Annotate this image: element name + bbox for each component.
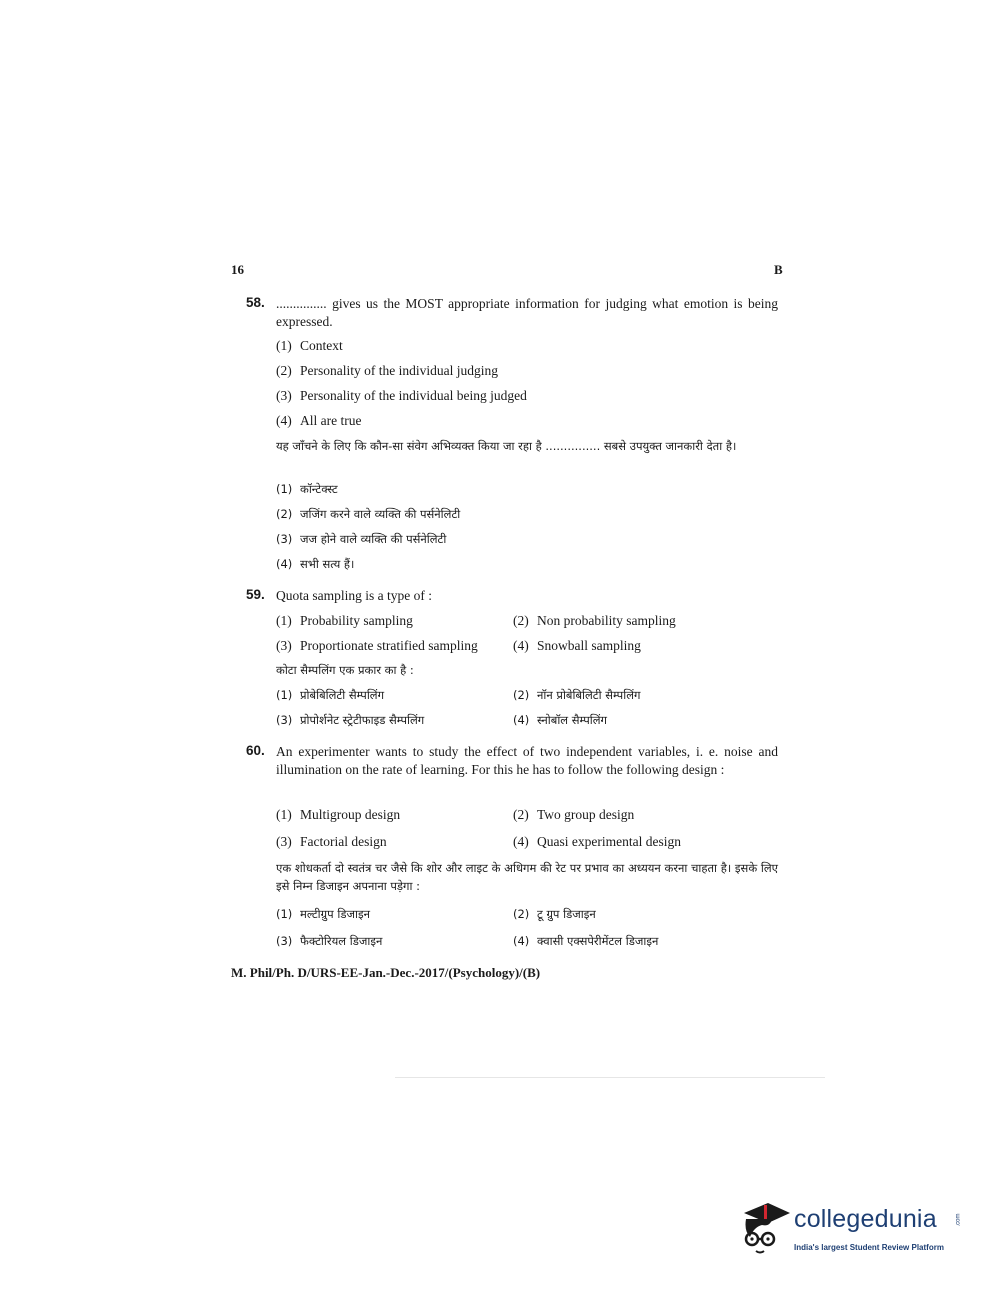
option-2-hindi: (2) जजिंग करने वाले व्यक्ति की पर्सनेलिटी <box>276 507 461 521</box>
collegedunia-logo <box>738 1197 968 1267</box>
option-2: (2) Two group design <box>513 807 635 822</box>
option-3-hindi: (3) फैक्टोरियल डिजाइन <box>276 934 383 948</box>
brand-name: collegedunia <box>794 1205 937 1233</box>
option-4: (4) All are true <box>276 413 362 428</box>
exam-footer-code: M. Phil/Ph. D/URS-EE-Jan.-Dec.-2017/(Psychology)/(B) <box>231 965 541 980</box>
option-1: (1) Context <box>276 338 343 353</box>
question-text-hindi: कोटा सैम्पलिंग एक प्रकार का है : <box>276 663 414 677</box>
question-number: 59. <box>246 587 265 602</box>
set-code: B <box>774 262 783 277</box>
option-2-hindi: (2) टू ग्रुप डिजाइन <box>513 907 596 921</box>
question-text: An experimenter wants to study the effect of two independent variables, i. e. noise and illumination on the rate of learning. For this he has to follow the following design : <box>276 744 778 777</box>
brand-com: .com <box>955 1213 962 1227</box>
question-text: Quota sampling is a type of : <box>276 588 432 603</box>
option-4-hindi: (4) सभी सत्य हैं। <box>276 557 355 571</box>
option-4: (4) Quasi experimental design <box>513 834 681 849</box>
faint-rule <box>395 1077 825 1078</box>
option-3: (3) Personality of the individual being judged <box>276 388 527 403</box>
question-text-hindi: एक शोधकर्ता दो स्वतंत्र चर जैसे कि शोर और लाइट के अधिगम की रेट पर प्रभाव का अध्ययन करना चाहता है। इसके लिए इसे निम्न डिजाइन अपनाना पड़ेगा : <box>276 861 778 893</box>
question-number: 58. <box>246 295 265 310</box>
option-1-hindi: (1) मल्टीग्रुप डिजाइन <box>276 907 371 921</box>
option-4-hindi: (4) स्नोबॉल सैम्पलिंग <box>513 713 607 727</box>
option-3-hindi: (3) प्रोपोर्शनेट स्ट्रेटीफाइड सैम्पलिंग <box>276 713 425 727</box>
brand-tagline: India's largest Student Review Platform <box>794 1243 944 1252</box>
option-1-hindi: (1) कॉन्टेक्स्ट <box>276 482 338 496</box>
question-text-hindi: यह जाँचने के लिए कि कौन-सा संवेग अभिव्यक्त किया जा रहा है ............... सबसे उपयुक्त जानकारी देता है। <box>276 439 737 453</box>
option-2: (2) Personality of the individual judging <box>276 363 498 378</box>
question-text: ............... gives us the MOST appropriate information for judging what emotion is being expressed. <box>276 296 778 329</box>
option-2-hindi: (2) नॉन प्रोबेबिलिटी सैम्पलिंग <box>513 688 641 702</box>
option-3-hindi: (3) जज होने वाले व्यक्ति की पर्सनेलिटी <box>276 532 447 546</box>
option-2: (2) Non probability sampling <box>513 613 676 628</box>
option-4-hindi: (4) क्वासी एक्सपेरीमेंटल डिजाइन <box>513 934 659 948</box>
graduate-mascot-icon <box>738 1197 792 1257</box>
option-3: (3) Proportionate stratified sampling <box>276 638 478 653</box>
option-3: (3) Factorial design <box>276 834 387 849</box>
question-number: 60. <box>246 743 265 758</box>
page-number: 16 <box>231 262 244 277</box>
option-1: (1) Multigroup design <box>276 807 401 822</box>
option-1-hindi: (1) प्रोबेबिलिटी सैम्पलिंग <box>276 688 385 702</box>
option-1: (1) Probability sampling <box>276 613 413 628</box>
option-4: (4) Snowball sampling <box>513 638 641 653</box>
